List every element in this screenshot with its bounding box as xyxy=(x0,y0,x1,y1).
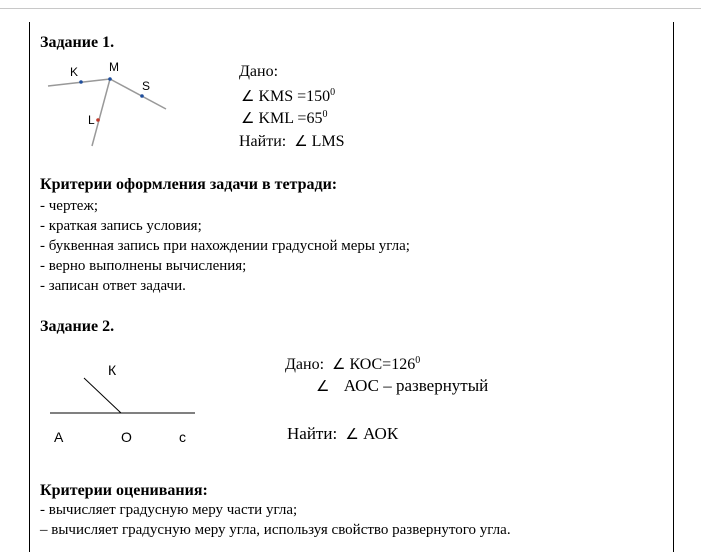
task1-find: Найти: ∠ LMS xyxy=(239,132,345,150)
task1-given-label: Дано: xyxy=(239,63,279,80)
angle-icon: ∠ xyxy=(241,109,255,127)
label-a: А xyxy=(54,429,64,445)
angle-icon: ∠ xyxy=(294,132,308,150)
angle-icon: ∠ xyxy=(316,377,330,395)
angle-icon: ∠ xyxy=(345,425,359,443)
label-o: О xyxy=(121,429,132,445)
criteria2-item: - вычисляет градусную меру части угла; xyxy=(40,502,298,518)
criteria1-item: - записан ответ задачи. xyxy=(40,278,186,294)
criteria2-item: – вычисляет градусную меру угла, используя свойство развернутого угла. xyxy=(40,522,511,538)
point-l xyxy=(96,118,100,122)
ray-ml xyxy=(92,79,110,146)
ray-ok xyxy=(84,378,121,413)
criteria1-item: - буквенная запись при нахождении градусной меры угла; xyxy=(40,238,410,254)
criteria1-item: - верно выполнены вычисления; xyxy=(40,258,247,274)
label-s: S xyxy=(142,79,151,93)
ray-mk xyxy=(48,79,110,86)
label-l: L xyxy=(88,113,95,127)
task2-title: Задание 2. xyxy=(40,318,115,335)
criteria1-item: - чертеж; xyxy=(40,198,98,214)
label-k2: К xyxy=(108,362,117,378)
task2-given-2: ∠ АОС – развернутый xyxy=(316,376,489,395)
task1-given-2: ∠ KML $=65^0$ xyxy=(241,109,328,127)
task2-find: Найти: ∠ АОК xyxy=(287,424,399,443)
label-m: M xyxy=(109,60,119,74)
task2-given-1: Дано: ∠ $КОС=126^0$ xyxy=(285,355,421,373)
point-s xyxy=(140,94,144,98)
criteria1-item: - краткая запись условия; xyxy=(40,218,202,234)
label-k: K xyxy=(70,65,79,79)
angle-icon: ∠ xyxy=(241,87,255,105)
label-c: с xyxy=(179,429,186,445)
point-m xyxy=(108,77,112,81)
task1-title: Задание 1. xyxy=(40,34,115,51)
point-k xyxy=(79,80,83,84)
task1-given-1: ∠ KMS $=150^0$ xyxy=(241,87,336,105)
ray-ms xyxy=(110,79,166,109)
criteria2-title: Критерии оценивания: xyxy=(40,482,208,499)
angle-icon: ∠ xyxy=(332,355,346,373)
criteria1-title: Критерии оформления задачи в тетради: xyxy=(40,176,338,193)
